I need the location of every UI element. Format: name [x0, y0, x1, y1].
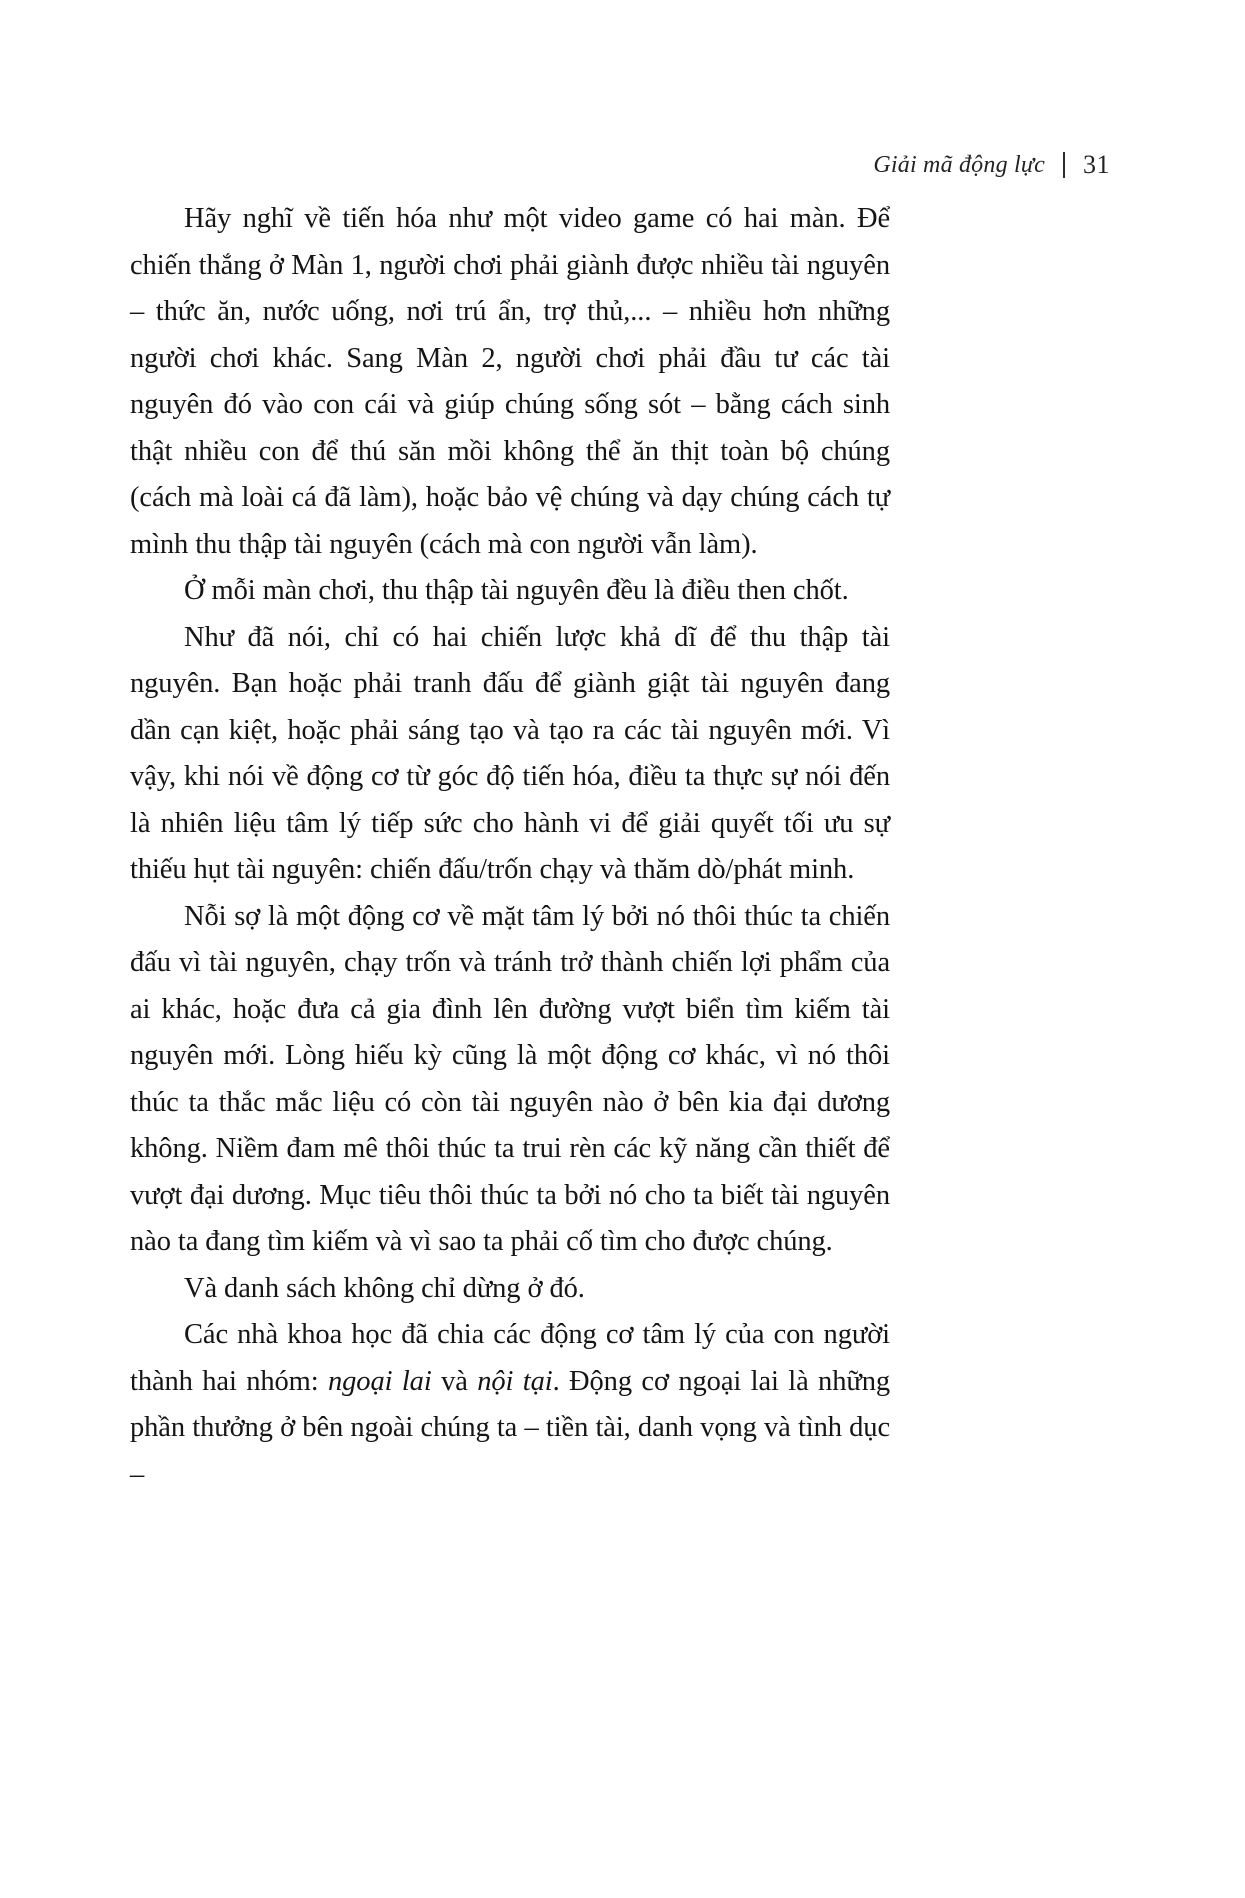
paragraph-2: Ở mỗi màn chơi, thu thập tài nguyên đều là điều then chốt.: [184, 575, 849, 606]
paragraph-6-segment-1: Các nhà khoa học đã chia các động cơ tâm lý của con người thành hai nhóm:: [130, 1319, 890, 1397]
paragraph-4: Nỗi sợ là một động cơ về mặt tâm lý bởi nó thôi thúc ta chiến đấu vì tài nguyên, chạy trốn và tránh trở thành chiến lợi phẩm của ai khác, hoặc đưa cả gia đình lên đường vượt biển tìm kiếm tài nguyên mới. Lòng hiếu kỳ cũng là một động cơ khác, vì nó thôi thúc ta thắc mắc liệu có còn tài nguyên nào ở bên kia đại dương không. Niềm đam mê thôi thúc ta trui rèn các kỹ năng cần thiết để vượt đại dương. Mục tiêu thôi thúc ta bởi nó cho ta biết tài nguyên nào ta đang tìm kiếm và vì sao ta phải cố tìm cho được chúng.: [130, 900, 890, 1257]
paragraph-1: Hãy nghĩ về tiến hóa như một video game có hai màn. Để chiến thắng ở Màn 1, người chơi phải giành được nhiều tài nguyên – thức ăn, nước uống, nơi trú ẩn, trợ thủ,... – nhiều hơn những người chơi khác. Sang Màn 2, người chơi phải đầu tư các tài nguyên đó vào con cái và giúp chúng sống sót – bằng cách sinh thật nhiều con để thú săn mồi không thể ăn thịt toàn bộ chúng (cách mà loài cá đã làm), hoặc bảo vệ chúng và dạy chúng cách tự mình thu thập tài nguyên (cách mà con người vẫn làm).: [130, 203, 890, 560]
running-title: Giải mã động lực: [873, 151, 1045, 178]
paragraph-6-segment-2: và: [431, 1365, 478, 1397]
page-body: [130, 196, 890, 1498]
paragraph-3: Như đã nói, chỉ có hai chiến lược khả dĩ để thu thập tài nguyên. Bạn hoặc phải tranh đấu để giành giật tài nguyên đang dần cạn kiệt, hoặc phải sáng tạo và tạo ra các tài nguyên mới. Vì vậy, khi nói về động cơ từ góc độ tiến hóa, điều ta thực sự nói đến là nhiên liệu tâm lý tiếp sức cho hành vi để giải quyết tối ưu sự thiếu hụt tài nguyên: chiến đấu/trốn chạy và thăm dò/phát minh.: [130, 621, 890, 885]
paragraph-5: Và danh sách không chỉ dừng ở đó.: [184, 1272, 585, 1304]
paragraph-6-segment-3: . Động cơ ngoại lai là những phần thưởng ở bên ngoài chúng ta – tiền tài, danh vọng và tình dục –: [130, 1365, 891, 1490]
page-number: 31: [1083, 150, 1110, 179]
header-divider-rule: [1063, 152, 1065, 178]
paragraph-6-italic-intrinsic: nội tại: [477, 1365, 553, 1397]
paragraph-6: [130, 1312, 890, 1498]
paragraph-6-italic-extrinsic: ngoại lai: [328, 1365, 432, 1397]
page-header: [873, 150, 1110, 180]
